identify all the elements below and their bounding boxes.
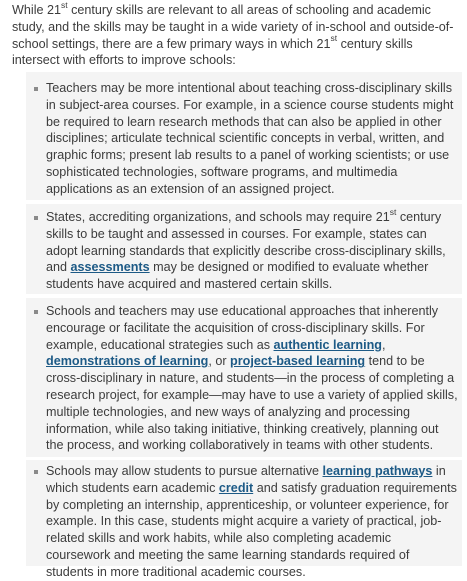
list-item-text: Teachers may be more intentional about teaching cross-disciplinary skills in subject-area courses. For example, in a science course students might be required to learn research methods that can also be applied in other disciplines; articulate technical scientific concepts in verbal, written, and graphic forms; present lab results to a panel of working scientists; or use sophisticated technologies, software programs, and multimedia applications as an extension of an assigned project. (46, 81, 454, 196)
list-item (26, 298, 462, 457)
list-item (26, 72, 462, 200)
superscript: st (389, 206, 397, 217)
learning-pathways-link[interactable]: learning pathways (322, 464, 433, 478)
list-item-text: Schools and teachers may use educational approaches that inherently encourage or facilitate the acquisition of cross-disciplinary skills. For example, educational strategies such as authentic learning, demonstrations of learning, or project-based learning tend to be cross-disciplinary in nature, and students—in the process of completing a research project, for example—may have to use a variety of applied skills, multiple technologies, and new ways of analyzing and processing information, while also taking initiative, thinking creatively, planning out the process, and working collaboratively in teams with other students. (46, 304, 458, 453)
superscript: st (330, 33, 338, 44)
credit-link[interactable]: credit (218, 480, 254, 495)
bullet-icon (34, 304, 40, 310)
intro-paragraph (12, 2, 462, 69)
superscript: st (61, 0, 68, 10)
intro-text-1: While 21 (12, 3, 61, 17)
list-item (26, 204, 462, 294)
bullet-icon (34, 81, 40, 87)
assessments-link[interactable]: assessments (70, 260, 150, 275)
bullet-icon (34, 464, 40, 470)
bullet-icon (34, 210, 40, 216)
list-item-text: Schools may allow students to pursue alternative learning pathways in which students earn academic credit and satisfy graduation requirements by completing an internship, apprenticeship, or volunteer experience, for example. In this case, students might acquire a variety of practical, job-related skills and work habits, while also completing academic coursework and meeting the same learning standards required of students in more traditional academic courses. (46, 464, 457, 579)
demonstrations-of-learning-link[interactable]: demonstrations of learning (46, 354, 209, 369)
list-item (26, 460, 462, 579)
list-item-text: States, accrediting organizations, and schools may require 21st century skills to be taught and assessed in courses. For example, states can adopt learning standards that explicitly describe cross-disciplinary skills, and assessments may be designed or modified to evaluate whether students have acquired and mastered certain skills. (46, 206, 446, 292)
project-based-learning-link[interactable]: project-based learning (230, 354, 366, 369)
intro-text-2: century skills are relevant to all areas of schooling and academic study, and the skills may be taught in a wide variety of in-school and outside-of-school settings, there are a few primary ways in which 21 (12, 3, 454, 51)
intro-text-3: century skills intersect with efforts to improve schools: (12, 36, 413, 68)
authentic-learning-link[interactable]: authentic learning (273, 337, 382, 352)
